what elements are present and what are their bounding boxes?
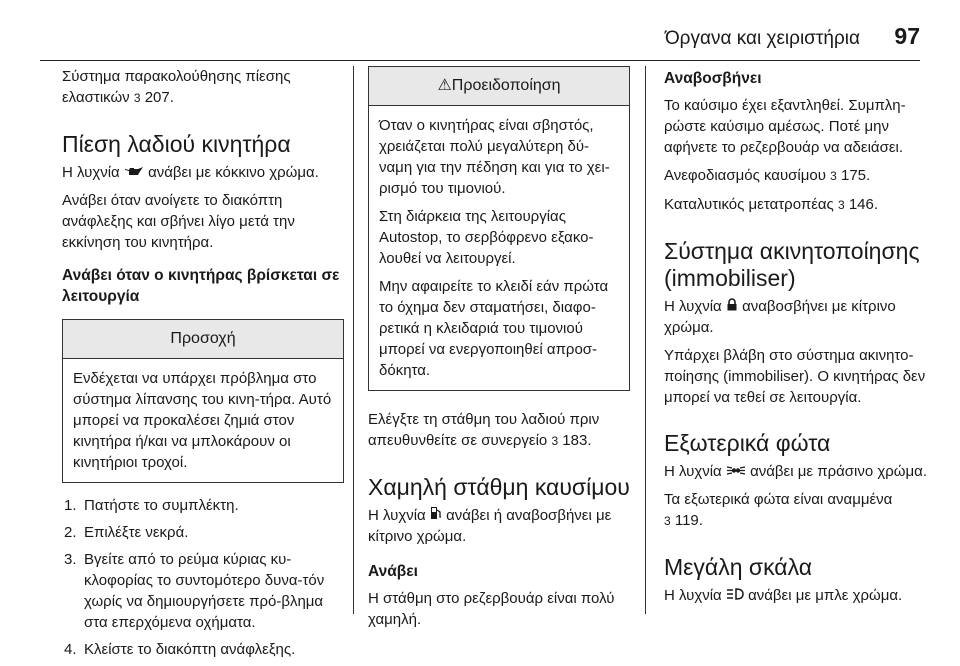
ref-arrow-icon: 3 [837, 198, 845, 212]
high-beam-heading: Μεγάλη σκάλα [664, 554, 813, 580]
flashing-description: Το καύσιμο έχει εξαντληθεί. Συμπλη-ρώστε καύσιμο αμέσως. Ποτέ μην αφήνετε το ρεζερβουάρ να αδειάσει. [664, 97, 906, 156]
ref-arrow-icon: 3 [133, 91, 141, 105]
page-ref-link[interactable]: 207. [144, 89, 174, 106]
oil-pressure-description: Ανάβει όταν ανοίγετε το διακόπτη ανάφλεξης και σβήνει λίγο μετά την εκκίνηση του κινητήρα. [62, 192, 295, 251]
page-header [0, 23, 960, 58]
list-item: 2. Επιλέξτε νεκρά. [64, 524, 189, 541]
warning-title: ⚠Προειδοποίηση [369, 67, 629, 106]
check-oil-text: Ελέγξτε τη στάθμη του λαδιού πριν απευθυνθείτε σε συνεργείο 3 183. [368, 411, 600, 449]
warning-paragraph: Όταν ο κινητήρας είναι σβηστός, χρειάζεται πολύ μεγαλύτερη δύ-ναμη για την πέδηση και για το χει-ρισμό του τιμονιού. [379, 117, 610, 197]
ref-arrow-icon: 3 [551, 434, 559, 448]
low-fuel-heading: Χαμηλή στάθμη καυσίμου [368, 474, 630, 500]
page-number: 97 [894, 23, 920, 49]
ref-arrow-icon: 3 [830, 169, 837, 183]
high-beam-icon [726, 585, 744, 606]
high-beam-text: Η λυχνία ανάβει με μπλε χρώμα. [664, 587, 903, 604]
warning-triangle-icon: ⚠ [437, 77, 452, 94]
exterior-lights-heading: Εξωτερικά φώτα [664, 430, 831, 456]
page-ref-link[interactable]: 119. [674, 512, 703, 529]
list-item: 4. Κλείστε το διακόπτη ανάφλεξης. [64, 641, 296, 658]
exterior-lights-text: Η λυχνία ανάβει με πράσινο χρώμα. [664, 463, 927, 480]
tpms-reference: Σύστημα παρακολούθησης πίεσης ελαστικών 3 207. [62, 68, 291, 106]
lit-subheading: Ανάβει [368, 563, 418, 580]
lock-icon [726, 296, 738, 317]
caution-text: Ενδέχεται να υπάρχει πρόβλημα στο σύστημα λίπανσης του κινη-τήρα. Αυτό μπορεί να προκαλέσει ζημιά στον κινητήρα ή/και να μπλοκάρουν οι κινητήριοι τροχοί. [73, 370, 332, 471]
column-1 [62, 66, 344, 666]
caution-title: Προσοχή [63, 320, 343, 359]
exterior-lights-description: Τα εξωτερικά φώτα είναι αναμμένα 3 119. [664, 491, 893, 529]
section-title: Όργανα και χειριστήρια [664, 28, 860, 49]
side-lights-icon [726, 461, 746, 482]
catalytic-reference: Καταλυτικός μετατροπέας 3 146. [664, 196, 879, 213]
page-ref-link[interactable]: 175. [840, 167, 871, 184]
column-divider [645, 66, 646, 614]
steps-list [62, 495, 344, 660]
list-item: 3. Βγείτε από το ρεύμα κύριας κυ-κλοφορίας το συντομότερο δυνα-τόν χωρίς να δημιουργήσετε πρό-βλημα στα επερχόμενα οχήματα. [64, 551, 325, 631]
running-engine-subheading: Ανάβει όταν ο κινητήρας βρίσκεται σε λειτουργία [62, 267, 340, 305]
page-ref-link[interactable]: 183. [562, 432, 592, 449]
warning-paragraph: Μην αφαιρείτε το κλειδί εάν πρώτα το όχημα δεν σταματήσει, διαφο-ρετικά η κλειδαριά του τιμονιού μπορεί να ενεργοποιηθεί απροσ-δόκητα. [379, 278, 609, 379]
low-fuel-description: Η στάθμη στο ρεζερβουάρ είναι πολύ χαμηλή. [368, 590, 615, 628]
page-ref-link[interactable]: 146. [848, 196, 879, 213]
column-2 [368, 66, 630, 637]
header-rule [40, 60, 920, 61]
warning-box [368, 66, 630, 391]
immobiliser-heading: Σύστημα ακινητοποίησης (immobiliser) [664, 238, 920, 291]
fuel-pump-icon [430, 505, 442, 526]
oil-pressure-heading: Πίεση λαδιού κινητήρα [62, 131, 291, 157]
immobiliser-description: Υπάρχει βλάβη στο σύστημα ακινητο-ποίησης (immobiliser). Ο κινητήρας δεν μπορεί να τεθεί σε λειτουργία. [664, 347, 926, 406]
flashing-subheading: Αναβοσβήνει [664, 70, 762, 87]
warning-paragraph: Στη διάρκεια της λειτουργίας Autostop, το σερβόφρενο εξακο-λουθεί να λειτουργεί. [379, 208, 594, 267]
list-item: 1. Πατήστε το συμπλέκτη. [64, 497, 239, 514]
oil-pressure-text: Η λυχνία ανάβει με κόκκινο χρώμα. [62, 164, 319, 181]
column-divider [353, 66, 354, 614]
ref-arrow-icon: 3 [664, 514, 671, 528]
immobiliser-text: Η λυχνία αναβοσβήνει με κίτρινο χρώμα. [664, 298, 896, 336]
refuel-reference: Ανεφοδιασμός καυσίμου 3 175. [664, 167, 871, 184]
oil-can-icon [124, 162, 144, 183]
column-3 [664, 66, 932, 613]
caution-box [62, 319, 344, 483]
low-fuel-text: Η λυχνία ανάβει ή αναβοσβήνει με κίτρινο χρώμα. [368, 507, 612, 545]
